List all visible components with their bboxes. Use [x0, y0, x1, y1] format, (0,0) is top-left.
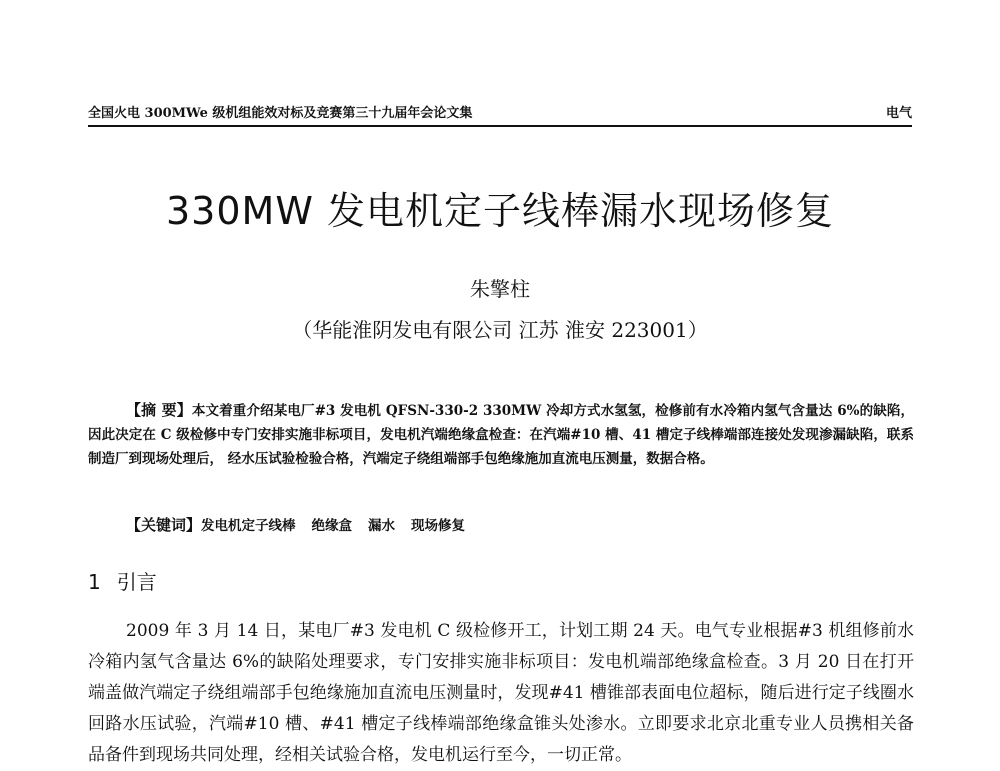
section-title: 引言: [116, 570, 157, 594]
keyword: 漏水: [368, 518, 396, 534]
header-section-label: 电气: [885, 106, 912, 121]
abstract-text: 本文着重介绍某电厂#3 发电机 QFSN-330-2 330MW 冷却方式水氢氢，检修前有水冷箱内氢气含量达 6%的缺陷，因此决定在 C 级检修中专门安排实施非标项目，发电机汽端绝缘盒检查：在汽端#10 槽、41 槽定子线棒端部连接处发现渗漏缺陷，联系制造厂到现场处理后， 经水压试验检验合格，汽端定子绕组端部手包绝缘施加直流电压测量，数据合格。: [88, 403, 914, 467]
keywords: [126, 513, 481, 538]
keyword: 发电机定子线棒: [201, 518, 296, 534]
keyword: 现场修复: [411, 518, 466, 534]
author-affiliation: （华能淮阴发电有限公司 江苏 淮安 223001）: [292, 318, 708, 342]
keywords-label: 【关键词】: [126, 516, 202, 534]
header-proceedings-title: 全国火电 300MWe 级机组能效对标及竞赛第三十九届年会论文集: [88, 106, 473, 121]
author-name: 朱擎柱: [470, 277, 530, 301]
section-heading: [88, 568, 157, 596]
abstract-label: 【摘 要】: [126, 401, 192, 419]
abstract: [88, 398, 914, 471]
keyword: 绝缘盒: [311, 518, 353, 534]
body-paragraph: 2009 年 3 月 14 日，某电厂#3 发电机 C 级检修开工，计划工期 24 天。电气专业根据#3 机组修前水冷箱内氢气含量达 6%的缺陷处理要求，专门安排实施非标项目：发电机端部绝缘盒检查。3 月 20 日在打开端盖做汽端定子绕组端部手包绝缘施加直流电压测量时，发现#41 槽锥部表面电位超标，随后进行定子线圈水回路水压试验，汽端#10 槽、#41 槽定子线棒端部绝缘盒锥头处渗水。立即要求北京北重专业人员携相关备品备件到现场共同处理，经相关试验合格，发电机运行至今，一切正常。: [88, 621, 914, 765]
paper-title: 330MW 发电机定子线棒漏水现场修复: [166, 189, 834, 233]
running-header: [88, 103, 912, 127]
section-number: 1: [88, 570, 101, 594]
